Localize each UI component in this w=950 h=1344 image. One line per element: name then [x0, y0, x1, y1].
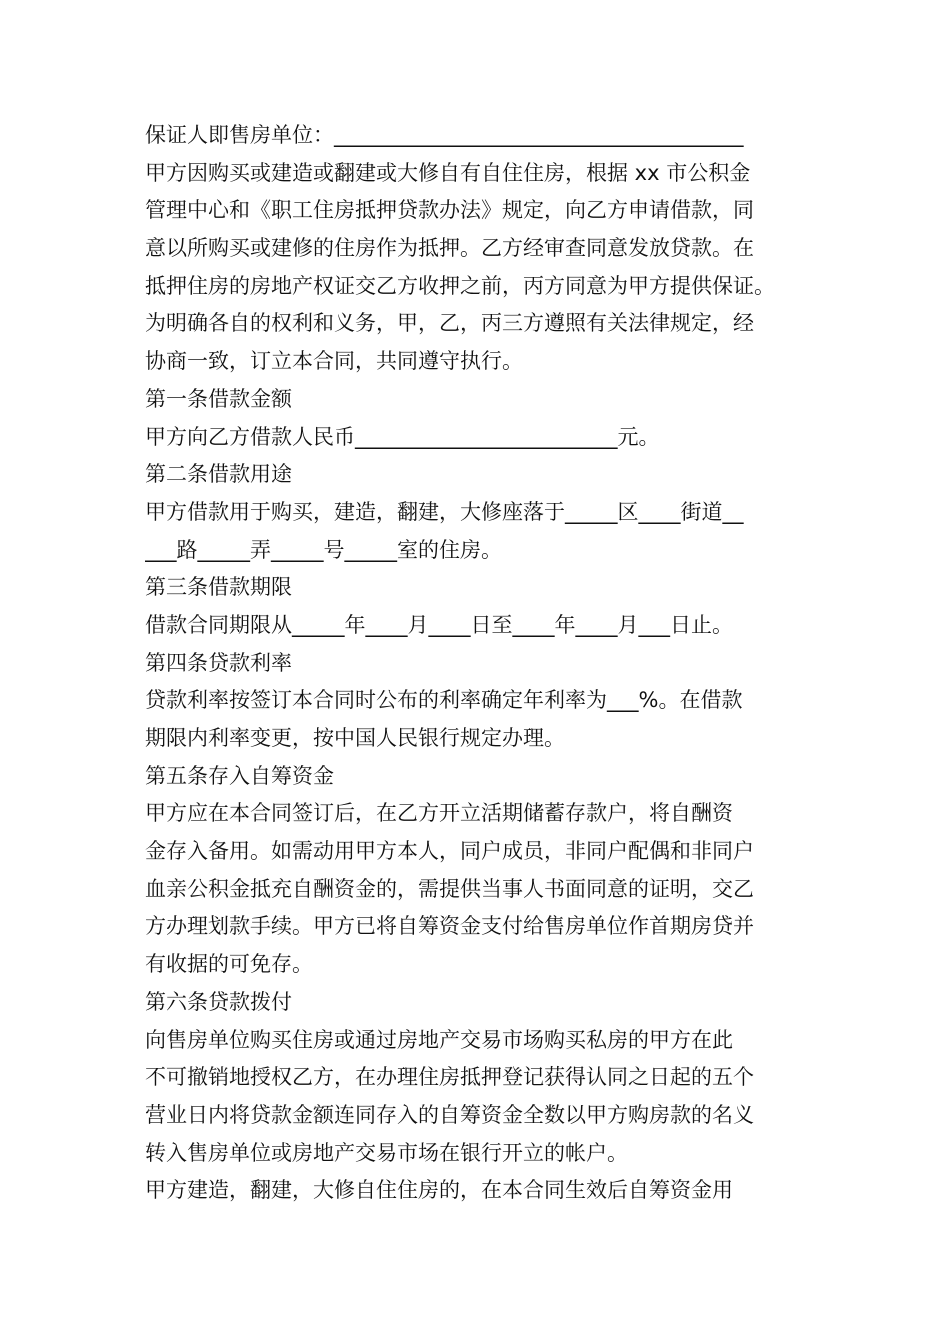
article-5-text: 金存入备用。如需动用甲方本人，同户成员，非同户配偶和非同户 [145, 839, 754, 864]
article-5-text: 血亲公积金抵充自酬资金的，需提供当事人书面同意的证明，交乙 [145, 876, 754, 901]
article-6-text: 甲方建造，翻建，大修自住住房的，在本合同生效后自筹资金用 [145, 1178, 733, 1203]
article-6-text: 向售房单位购买住房或通过房地产交易市场购买私房的甲方在此 [145, 1027, 733, 1052]
preamble-line: 意以所购买或建修的住房作为抵押。乙方经审查同意发放贷款。在 [145, 236, 754, 261]
article-2-text: 甲方借款用于购买，建造，翻建，大修座落于_____区____街道__ [145, 499, 744, 524]
article-5-text: 甲方应在本合同签订后，在乙方开立活期储蓄存款户，将自酬资 [145, 801, 733, 826]
article-3-heading: 第三条借款期限 [145, 575, 292, 600]
article-6-text: 不可撤销地授权乙方，在办理住房抵押登记获得认同之日起的五个 [145, 1065, 754, 1090]
preamble-line: 管理中心和《职工住房抵押贷款办法》规定，向乙方申请借款，同 [145, 198, 754, 223]
contract-text [145, 117, 810, 1210]
guarantor-line: 保证人即售房单位：_______________________________________ [145, 123, 744, 147]
article-3-text: 借款合同期限从_____年____月____日至____年____月___日止。 [145, 612, 733, 637]
article-6-heading: 第六条贷款拨付 [145, 989, 292, 1014]
article-4-heading: 第四条贷款利率 [145, 650, 292, 675]
article-2-heading: 第二条借款用途 [145, 462, 292, 487]
preamble-line: 为明确各自的权利和义务，甲，乙，丙三方遵照有关法律规定，经 [145, 311, 754, 336]
article-4-text: 期限内利率变更，按中国人民银行规定办理。 [145, 726, 565, 750]
preamble-line: 甲方因购买或建造或翻建或大修自有自住住房，根据 xx 市公积金 [145, 160, 751, 185]
preamble-line: 抵押住房的房地产权证交乙方收押之前，丙方同意为甲方提供保证。 [145, 273, 775, 298]
article-6-text: 营业日内将贷款金额连同存入的自筹资金全数以甲方购房款的名义 [145, 1102, 754, 1127]
article-4-text: 贷款利率按签订本合同时公布的利率确定年利率为___%。在借款 [145, 688, 743, 713]
article-5-text: 方办理划款手续。甲方已将自筹资金支付给售房单位作首期房贷并 [145, 914, 754, 939]
article-1-text: 甲方向乙方借款人民币_________________________元。 [145, 424, 660, 449]
article-6-text: 转入售房单位或房地产交易市场在银行开立的帐户。 [145, 1140, 628, 1165]
article-5-heading: 第五条存入自筹资金 [145, 763, 334, 788]
article-1-heading: 第一条借款金额 [145, 386, 292, 411]
article-2-text: ___路_____弄_____号_____室的住房。 [145, 537, 502, 562]
article-5-text: 有收据的可免存。 [145, 952, 313, 977]
preamble-line: 协商一致，订立本合同，共同遵守执行。 [145, 349, 523, 374]
